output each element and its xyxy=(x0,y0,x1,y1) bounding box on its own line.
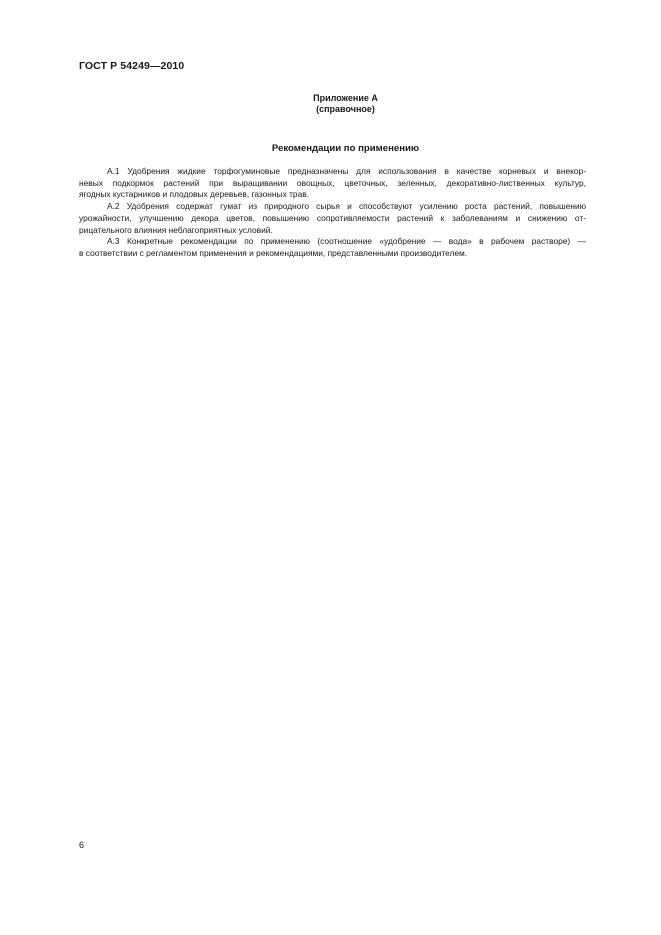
paragraph-line: невых подкормок растений при выращивании овощных, цветочных, зеленных, декоративно-лиственных культур, xyxy=(79,177,586,188)
paragraph-a2 xyxy=(79,201,586,236)
appendix-subtitle: (справочное) xyxy=(316,104,375,114)
section-title: Рекомендации по применению xyxy=(271,143,420,154)
paragraph-line: А.3 Конкретные рекомендации по применению (соотношение «удобрение — вода» в рабочем растворе) — xyxy=(107,236,586,247)
page-header: ГОСТ Р 54249—2010 xyxy=(79,60,185,72)
paragraph-line: в соответствии с регламентом применения и рекомендациями, представленными производителем. xyxy=(79,247,468,258)
paragraph-a3 xyxy=(79,236,586,259)
body-text xyxy=(79,166,586,260)
paragraph-a1 xyxy=(79,166,586,201)
appendix-title: Приложение А xyxy=(313,93,378,103)
paragraph-line: А.2 Удобрения содержат гумат из природного сырья и способствуют усилению роста растений, повышению xyxy=(107,201,586,212)
paragraph-line: ягодных кустарников и плодовых деревьев, газонных трав. xyxy=(79,189,310,200)
appendix-heading xyxy=(0,93,661,115)
paragraph-line: урожайности, улучшению декора цветов, повышению сопротивляемости растений к заболеваниям и снижению от- xyxy=(79,212,586,223)
page-number: 6 xyxy=(79,840,85,850)
paragraph-line: А.1 Удобрения жидкие торфогуминовые предназначены для использования в качестве корневых и внекор- xyxy=(107,166,586,176)
paragraph-line: рицательного влияния неблагоприятных условий. xyxy=(79,224,273,235)
